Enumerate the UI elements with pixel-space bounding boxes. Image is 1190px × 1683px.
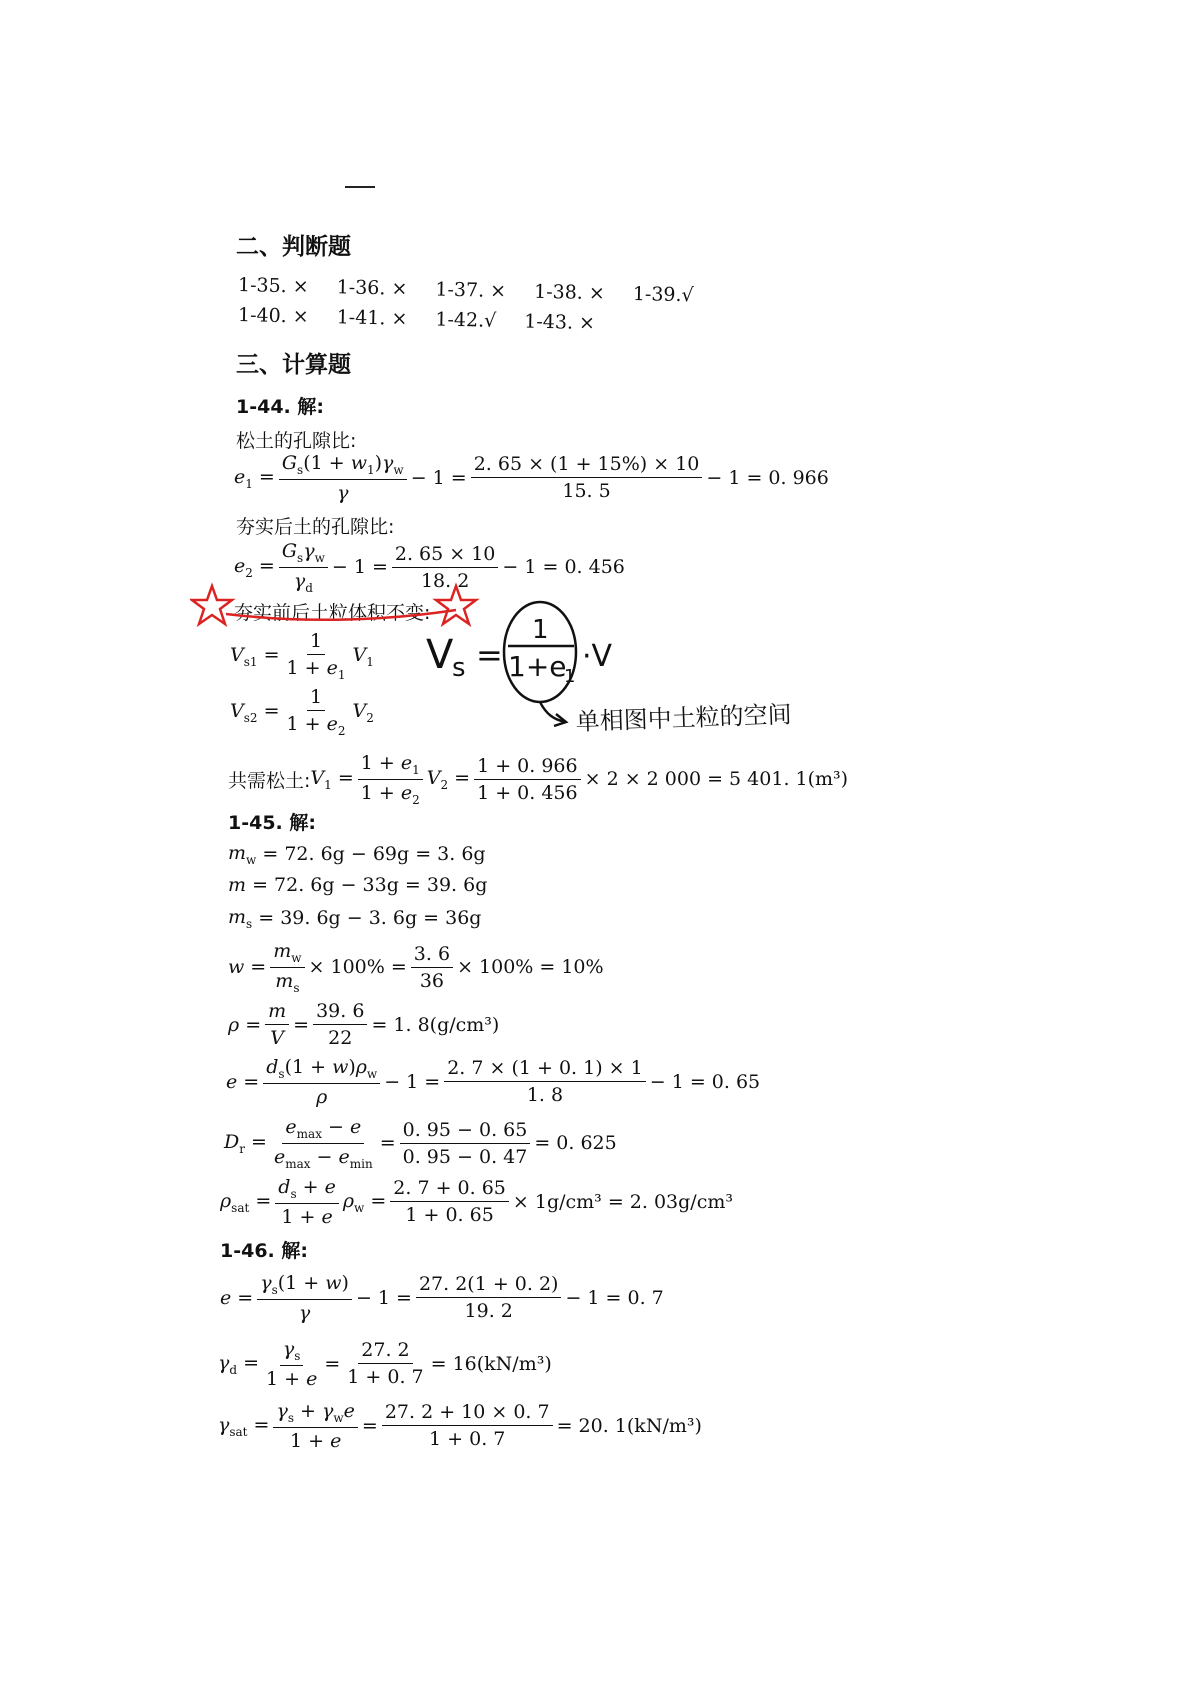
gamma-d-numerator: 27. 2 xyxy=(358,1339,412,1364)
equation-rho: ρ = $\frac{m}{V}$ = $\frac{39. 6}{22}$ = 1. 8(g/cm³) xyxy=(228,1000,500,1049)
equation-e2: $e_2$ = $\frac{G_s\gamma_w}{\gamma_d}$ − 1 = $\frac{2. 65 \times 10}{18. 2}$ − 1 = 0. 456 xyxy=(234,540,625,595)
e-result: − 1 = 0. 65 xyxy=(649,1070,761,1093)
answer-1-42: 1-42.√ xyxy=(435,308,497,332)
rho-sat-numerator: 2. 7 + 0. 65 xyxy=(390,1177,509,1202)
calc-title: 三、计算题 xyxy=(236,352,351,378)
equation-ms: $m_s$ = 39. 6g − 3. 6g = 36g xyxy=(228,906,482,931)
w-result: × 100% = 10% xyxy=(457,956,604,979)
equation-e: e = $\frac{d_s(1 + w)\rho_w}{\rho}$ − 1 = $\frac{2. 7 \times (1 + 0. 1) \times 1}{1. 8}$ − 1 = 0. 65 xyxy=(226,1056,761,1108)
answer-1-40: 1-40. × xyxy=(237,304,309,328)
judgement-title: 二、判断题 xyxy=(236,234,351,260)
volume-unchanged-note: 夯实前后土粒体积不变: xyxy=(234,602,431,624)
e1-denominator: 15. 5 xyxy=(562,480,611,503)
judgement-row-2 xyxy=(238,304,617,335)
e1-result: − 1 = 0. 966 xyxy=(706,466,829,489)
problem-1-46-label: 1-46. 解: xyxy=(220,1240,308,1262)
equation-e1: $e_1$ = $\frac{G_s(1 + w_1)\gamma_w}{\gamma}$ − 1 = $\frac{2. 65 \times (1 + 15\%) \times 10}{15. 5}$ − 1 = 0. 966 xyxy=(234,452,829,504)
rho-denominator: 22 xyxy=(328,1027,353,1049)
answer-1-37: 1-37. × xyxy=(435,278,507,303)
equation-gamma-d: $\gamma_d$ = $\frac{\gamma_s}{1 + e}$ = $\frac{27. 2}{1 + 0. 7}$ = 16(kN/m³) xyxy=(218,1338,552,1390)
equation-m: m = 72. 6g − 33g = 39. 6g xyxy=(228,874,488,896)
equation-gamma-sat: $\gamma_{sat}$ = $\frac{\gamma_s + \gamma_we}{1 + e}$ = $\frac{27. 2 + 10 \times 0. 7}{1 + 0. 7}$ = 20. 1(kN/m³) xyxy=(218,1400,702,1452)
e2-numerator: 2. 65 × 10 xyxy=(392,543,499,568)
svg-text:1: 1 xyxy=(564,666,576,687)
answer-1-43: 1-43. × xyxy=(524,310,596,335)
rho-sat-denominator: 1 + 0. 65 xyxy=(405,1204,494,1227)
rho-sat-result: × 1g/cm³ = 2. 03g/cm³ xyxy=(512,1190,733,1213)
e2-denominator: 18. 2 xyxy=(420,569,470,592)
e-denominator: 1. 8 xyxy=(526,1084,564,1107)
gamma-sat-result: = 20. 1(kN/m³) xyxy=(556,1414,702,1437)
equation-rho-sat: $\rho_{sat}$ = $\frac{d_s + e}{1 + e}$ $\rho_w$ = $\frac{2. 7 + 0. 65}{1 + 0. 65}$ × 1g/cm³ = 2. 03g/cm³ xyxy=(220,1176,733,1228)
mw-value: = 72. 6g − 69g = 3. 6g xyxy=(262,843,486,866)
gamma-sat-denominator: 1 + 0. 7 xyxy=(429,1428,506,1451)
svg-text:s: s xyxy=(452,653,466,683)
dr-denominator: 0. 95 − 0. 47 xyxy=(402,1145,528,1168)
e-numerator: 2. 7 × (1 + 0. 1) × 1 xyxy=(444,1057,646,1082)
equation-vs1: $V_{s1}$ = $\frac{1}{1 + e_1}$ $V_1$ xyxy=(230,630,374,682)
judgement-row-1 xyxy=(238,274,716,307)
problem-1-44-label: 1-44. 解: xyxy=(236,396,324,418)
gamma-sat-numerator: 27. 2 + 10 × 0. 7 xyxy=(382,1401,553,1426)
e146-result: − 1 = 0. 7 xyxy=(565,1286,664,1309)
total-denominator: 1 + 0. 456 xyxy=(477,781,578,804)
red-star-left-icon xyxy=(192,586,232,624)
e2-result: − 1 = 0. 456 xyxy=(502,556,625,579)
equation-e-146: e = $\frac{\gamma_s(1 + w)}{\gamma}$ − 1 = $\frac{27. 2(1 + 0. 2)}{19. 2}$ − 1 = 0. 7 xyxy=(220,1272,664,1324)
top-dash xyxy=(345,186,375,188)
answer-1-35: 1-35. × xyxy=(237,274,309,298)
dr-numerator: 0. 95 − 0. 65 xyxy=(400,1119,531,1144)
gamma-d-result: = 16(kN/m³) xyxy=(430,1352,552,1375)
gamma-d-denominator: 1 + 0. 7 xyxy=(347,1366,424,1389)
ms-value: = 39. 6g − 3. 6g = 36g xyxy=(258,907,482,930)
equation-vs2: $V_{s2}$ = $\frac{1}{1 + e_2}$ $V_2$ xyxy=(230,686,374,738)
equation-mw: $m_w$ = 72. 6g − 69g = 3. 6g xyxy=(228,842,486,867)
svg-text:V: V xyxy=(426,632,454,678)
equation-dr: $D_r$ = $\frac{e_{max} - e}{e_{max} - e_{min}}$ = $\frac{0. 95 - 0. 65}{0. 95 - 0. 47}$ = 0. 625 xyxy=(224,1116,617,1171)
svg-text:=: = xyxy=(476,636,503,674)
answer-1-38: 1-38. × xyxy=(533,280,606,305)
answer-1-39: 1-39.√ xyxy=(632,282,694,307)
total-label: 共需松土: xyxy=(228,769,311,792)
e146-denominator: 19. 2 xyxy=(464,1300,513,1323)
loose-void-ratio-label: 松土的孔隙比: xyxy=(236,430,357,452)
compacted-void-ratio-label: 夯实后土的孔隙比: xyxy=(236,516,395,538)
svg-text:·V: ·V xyxy=(582,639,613,674)
answer-1-41: 1-41. × xyxy=(336,306,408,330)
total-result: × 2 × 2 000 = 5 401. 1(m³) xyxy=(584,768,849,791)
answer-1-36: 1-36. × xyxy=(336,276,408,300)
e146-numerator: 27. 2(1 + 0. 2) xyxy=(416,1273,562,1298)
equation-total-loose-soil: 共需松土: $V_1$ = $\frac{1 + e_1}{1 + e_2}$ $V_2$ = $\frac{1 + 0. 966}{1 + 0. 456}$ × 2 × 2 000 = 5 401. 1(m³) xyxy=(228,752,849,807)
rho-result: = 1. 8(g/cm³) xyxy=(371,1013,500,1036)
m-value: = 72. 6g − 33g = 39. 6g xyxy=(252,874,488,896)
handwritten-note-text: 单相图中土粒的空间 xyxy=(575,700,793,736)
red-star-right-icon xyxy=(436,586,476,624)
svg-text:1: 1 xyxy=(532,615,549,645)
problem-1-45-label: 1-45. 解: xyxy=(228,812,316,834)
handwritten-annotation xyxy=(190,580,1010,750)
rho-numerator: 39. 6 xyxy=(313,1000,367,1025)
red-underline xyxy=(226,610,456,620)
dr-result: = 0. 625 xyxy=(534,1132,617,1155)
total-numerator: 1 + 0. 966 xyxy=(474,755,581,780)
e1-numerator: 2. 65 × (1 + 15%) × 10 xyxy=(471,453,703,478)
svg-text:1+e: 1+e xyxy=(508,650,567,683)
equation-w: w = $\frac{m_w}{m_s}$ × 100% = $\frac{3. 6}{36}$ × 100% = 10% xyxy=(228,940,604,995)
